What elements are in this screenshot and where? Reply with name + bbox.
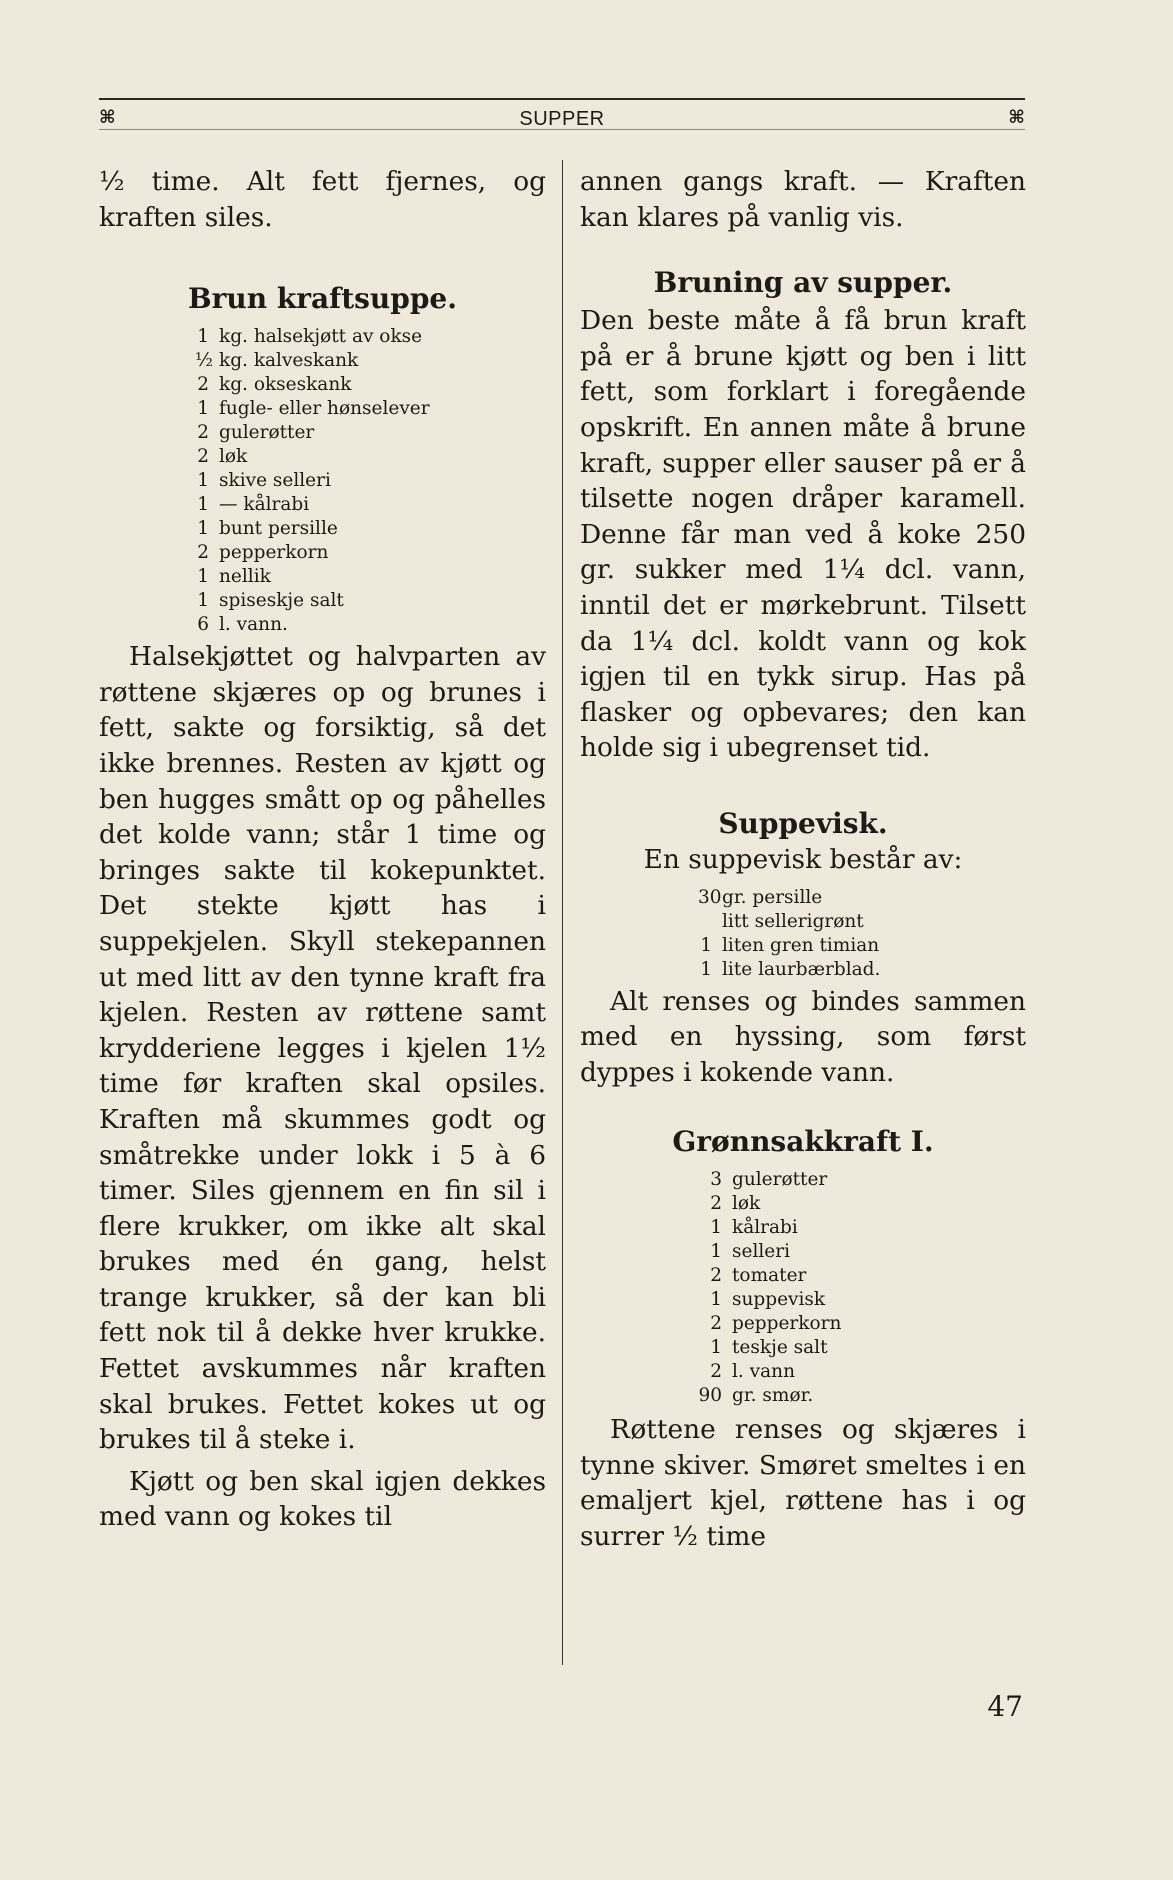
section-text-bruning: Den beste måte å få brun kraft på er å brune kjøtt og ben i litt fett, som forklart i foregående opskrift. En annen måte å brune kraft, supper eller sauser på er å tilsette nogen dråper karamell. Denne får man ved å koke 250 gr. sukker med 1¼ dcl. vann, inntil det er mørkebrunt. Tilsett da 1¼ dcl. koldt vann og kok igjen til en tykk sirup. Has på flasker og opbevares; den kan holde sig i ubegrenset tid. bbox=[580, 305, 1026, 764]
ingredient-quantity: 1 bbox=[197, 470, 209, 492]
ingredient-quantity: 1 bbox=[197, 494, 209, 516]
ingredient-text: pepperkorn bbox=[219, 542, 329, 564]
ingredient-item bbox=[195, 421, 546, 445]
ingredient-item bbox=[195, 493, 546, 517]
ingredient-item bbox=[195, 349, 546, 373]
ingredient-item bbox=[195, 445, 546, 469]
ingredient-text: gulerøtter bbox=[732, 1169, 828, 1191]
ingredient-quantity: 3 bbox=[710, 1169, 722, 1191]
column-divider bbox=[562, 160, 563, 1665]
ingredient-item bbox=[195, 517, 546, 541]
ingredient-item bbox=[195, 373, 546, 397]
ingredient-quantity: 2 bbox=[710, 1265, 722, 1287]
ingredient-list-suppevisk bbox=[698, 886, 1026, 982]
continued-text: ½ time. Alt fett fjernes, og kraften siles. bbox=[99, 166, 546, 233]
ingredient-item bbox=[698, 910, 1026, 934]
ingredient-quantity: 2 bbox=[197, 422, 209, 444]
ingredient-item bbox=[698, 1216, 1026, 1240]
ingredient-quantity: 2 bbox=[197, 446, 209, 468]
recipe-title-brun-kraftsuppe: Brun kraftsuppe. bbox=[188, 282, 457, 316]
running-header bbox=[99, 98, 1025, 130]
ingredient-quantity: 1 bbox=[710, 1241, 722, 1263]
ingredient-text: kålrabi bbox=[732, 1217, 798, 1239]
section-title-suppevisk: Suppevisk. bbox=[718, 806, 888, 840]
ingredient-item bbox=[698, 1168, 1026, 1192]
ingredient-text: selleri bbox=[732, 1241, 790, 1263]
ingredient-quantity: 1 bbox=[700, 934, 712, 956]
ingredient-item bbox=[698, 1288, 1026, 1312]
ingredient-quantity: 1 bbox=[710, 1217, 722, 1239]
ingredient-quantity: 2 bbox=[710, 1313, 722, 1335]
ingredient-text: — kålrabi bbox=[219, 494, 310, 516]
ingredient-text: skive selleri bbox=[219, 470, 331, 492]
ingredient-item bbox=[195, 589, 546, 613]
recipe-method-brun: Halsekjøttet og halvparten av røttene skjæres op og brunes i fett, sakte og forsiktig, så det ikke brennes. Resten av kjøtt og ben hugges smått op og påhelles det kolde vann; står 1 time og bringes sakte til kokepunktet. Det stekte kjøtt has i suppekjelen. Skyll stekepannen ut med litt av den tynne kraft fra kjelen. Resten av røttene samt krydderiene legges i kjelen 1½ time før kraften skal opsiles. Kraften må skummes godt og småtrekke under lokk i 5 à 6 timer. Siles gjennem en fin sil i flere krukker, om ikke alt skal brukes med én gang, helst trange krukker, så der kan bli fett nok til å dekke hver krukke. Fettet avskummes når kraften skal brukes. Fettet kokes ut og brukes til å steke i. bbox=[99, 641, 546, 1456]
ingredient-text: pepperkorn bbox=[732, 1313, 842, 1335]
ingredient-text: løk bbox=[219, 446, 248, 468]
ingredient-quantity: 1 bbox=[700, 958, 712, 980]
ingredient-quantity: 2 bbox=[197, 374, 209, 396]
suppevisk-intro: En suppevisk består av: bbox=[643, 843, 963, 875]
ingredient-text: kg. okseskank bbox=[219, 374, 352, 396]
ingredient-text: lite laurbærblad. bbox=[722, 958, 881, 980]
ingredient-text: fugle- eller hønselever bbox=[219, 398, 430, 420]
ingredient-text: tomater bbox=[732, 1265, 807, 1287]
ingredient-item bbox=[195, 397, 546, 421]
ingredient-quantity: 90 bbox=[698, 1385, 722, 1407]
ingredient-quantity: 2 bbox=[710, 1361, 722, 1383]
ingredient-quantity bbox=[698, 910, 712, 934]
ingredient-item bbox=[195, 613, 546, 637]
header-ornament-left-icon: ⌘ bbox=[99, 107, 116, 128]
ingredient-text: l. vann. bbox=[219, 614, 288, 636]
ingredient-item bbox=[698, 958, 1026, 982]
section-title-bruning: Bruning av supper. bbox=[653, 266, 953, 300]
ingredient-quantity: 1 bbox=[710, 1337, 722, 1359]
header-ornament-right-icon: ⌘ bbox=[1008, 107, 1025, 128]
ingredient-item bbox=[698, 1360, 1026, 1384]
ingredient-text: l. vann bbox=[732, 1361, 795, 1383]
ingredient-text: gulerøtter bbox=[219, 422, 315, 444]
ingredient-text: spiseskje salt bbox=[219, 590, 344, 612]
ingredient-quantity: 1 bbox=[197, 518, 209, 540]
ingredient-text: suppevisk bbox=[732, 1289, 826, 1311]
ingredient-text: gr. persille bbox=[722, 886, 823, 908]
ingredient-item bbox=[698, 886, 1026, 910]
recipe-title-gronnsakkraft: Grønnsakkraft I. bbox=[672, 1125, 934, 1159]
ingredient-quantity: ½ bbox=[195, 350, 213, 372]
ingredient-quantity: 1 bbox=[197, 590, 209, 612]
ingredient-item bbox=[698, 934, 1026, 958]
recipe-method-gronnsakkraft: Røttene renses og skjæres i tynne skiver. Smøret smeltes i en emaljert kjel, røttene has i og surrer ½ time bbox=[580, 1414, 1026, 1553]
ingredient-text: teskje salt bbox=[732, 1337, 828, 1359]
ingredient-quantity: 2 bbox=[710, 1193, 722, 1215]
ingredient-text: kg. kalveskank bbox=[219, 350, 359, 372]
right-column bbox=[580, 164, 1026, 1555]
ingredient-item bbox=[698, 1336, 1026, 1360]
ingredient-item bbox=[195, 565, 546, 589]
ingredient-item bbox=[195, 325, 546, 349]
ingredient-text: løk bbox=[732, 1193, 761, 1215]
ingredient-text: gr. smør. bbox=[732, 1385, 814, 1407]
ingredient-text: bunt persille bbox=[219, 518, 338, 540]
ingredient-quantity: 1 bbox=[197, 398, 209, 420]
suppevisk-method: Alt renses og bindes sammen med en hyssing, som først dyppes i kokende vann. bbox=[580, 985, 1026, 1088]
ingredient-quantity: 2 bbox=[197, 542, 209, 564]
page-number: 47 bbox=[987, 1690, 1023, 1723]
ingredient-item bbox=[698, 1312, 1026, 1336]
ingredient-text: kg. halsekjøtt av okse bbox=[219, 326, 423, 348]
ingredient-item bbox=[195, 541, 546, 565]
ingredient-text: litt sellerigrønt bbox=[722, 910, 864, 932]
ingredient-text: nellik bbox=[219, 566, 271, 588]
ingredient-item bbox=[698, 1264, 1026, 1288]
ingredient-list-gronnsakkraft bbox=[698, 1168, 1026, 1408]
left-column bbox=[99, 164, 546, 1535]
continued-text-right: annen gangs kraft. — Kraften kan klares på vanlig vis. bbox=[580, 166, 1026, 233]
ingredient-item bbox=[698, 1240, 1026, 1264]
recipe-method-brun-continued: Kjøtt og ben skal igjen dekkes med vann og kokes til bbox=[99, 1465, 546, 1533]
running-header-title: SUPPER bbox=[519, 108, 605, 130]
ingredient-item bbox=[698, 1192, 1026, 1216]
ingredient-quantity: 1 bbox=[710, 1289, 722, 1311]
ingredient-list-brun bbox=[195, 325, 546, 637]
ingredient-quantity: 30 bbox=[698, 886, 722, 908]
ingredient-item bbox=[195, 469, 546, 493]
ingredient-quantity: 6 bbox=[197, 614, 209, 636]
ingredient-text: liten gren timian bbox=[722, 934, 880, 956]
ingredient-quantity: 1 bbox=[197, 566, 209, 588]
ingredient-item bbox=[698, 1384, 1026, 1408]
ingredient-quantity: 1 bbox=[197, 326, 209, 348]
